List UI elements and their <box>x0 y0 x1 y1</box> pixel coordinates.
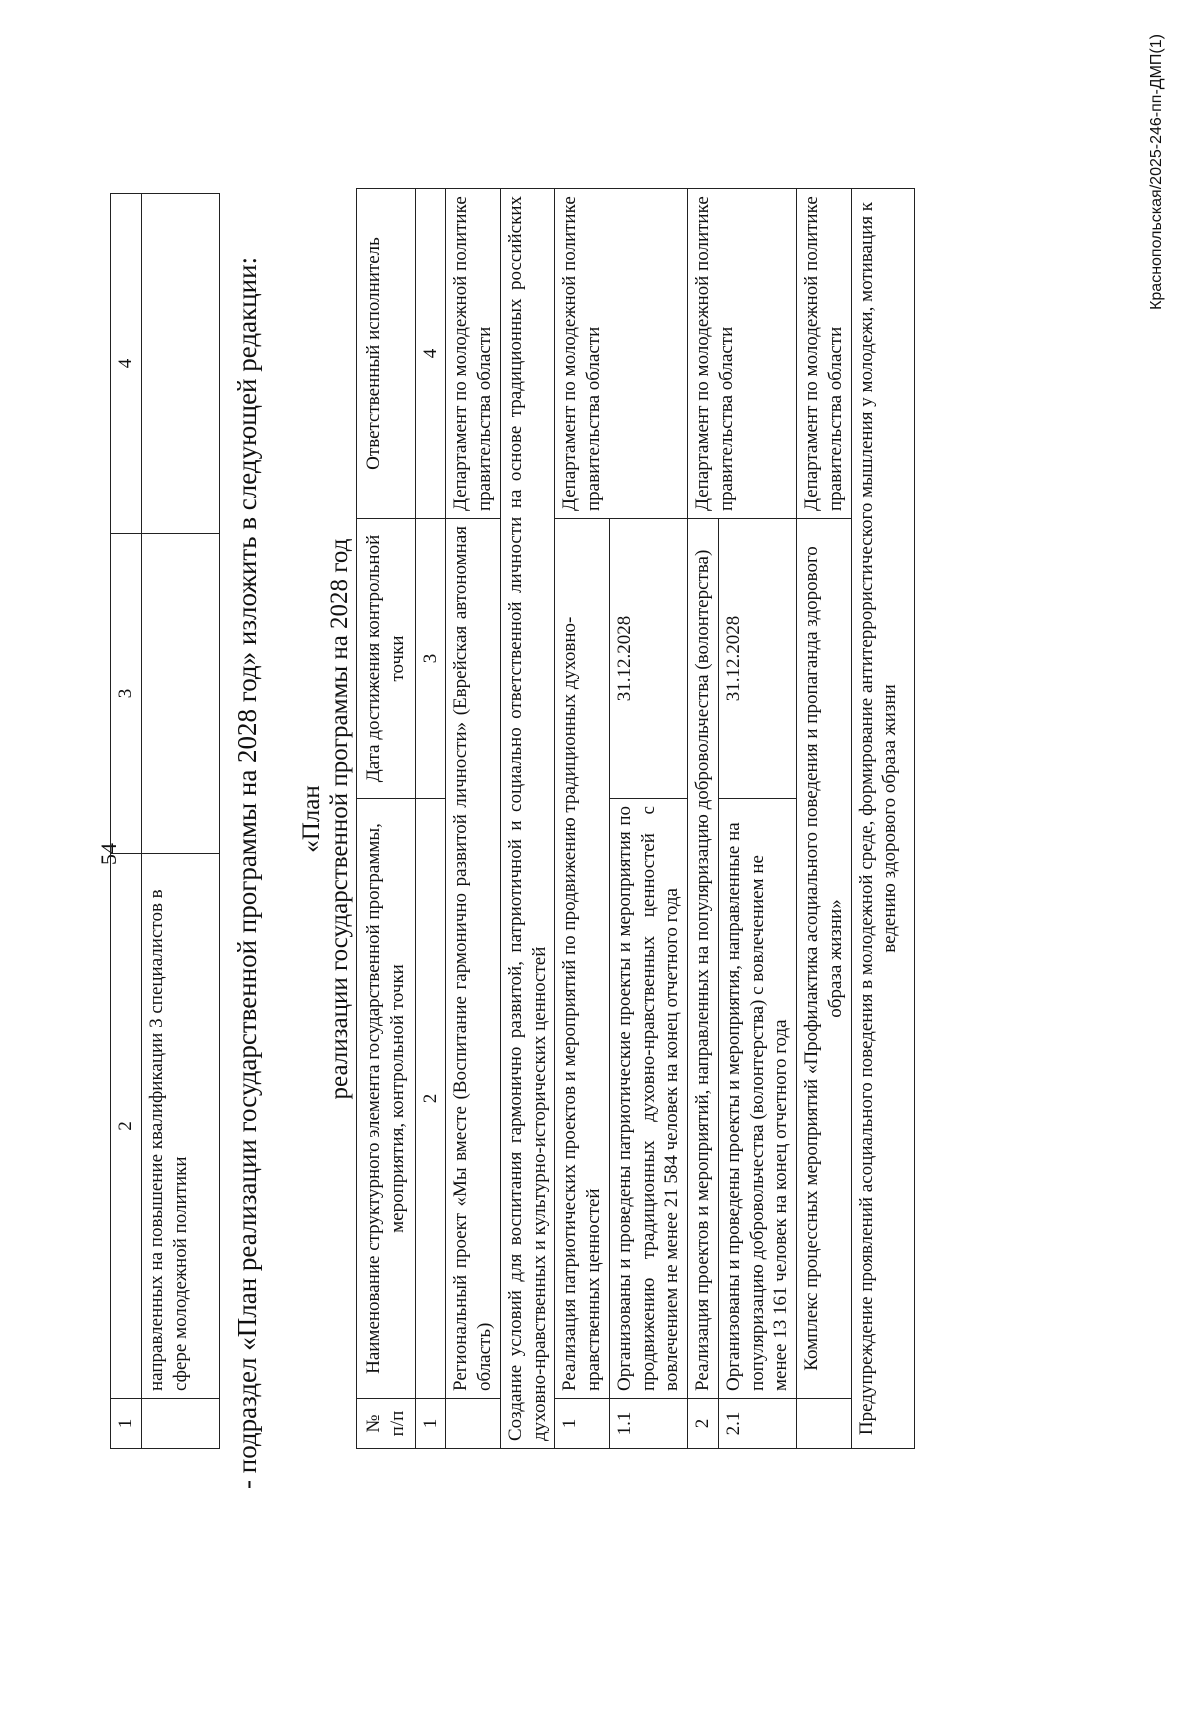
responsible-cell: Департамент по молодежной политике правительства области <box>797 189 852 519</box>
plan-title-line: реализации государственной программы на 2028 год <box>326 538 353 1100</box>
table-row <box>797 189 852 1449</box>
column-number: 1 <box>111 1399 142 1449</box>
page-number: 54 <box>96 843 121 865</box>
column-number: 3 <box>111 534 142 854</box>
control-point-name: Организованы и проведены проекты и мероприятия, направленные на популяризацию добровольчества (волонтерства) с вовлечением не менее 13 161 человек на конец отчетного года <box>718 799 796 1399</box>
goal-text: Предупреждение проявлений асоциального поведения в молодежной среде, формирование антитеррористического мышления у молодежи, мотивация к ведению здорового образа жизни <box>851 189 914 1449</box>
control-point-date: 31.12.2028 <box>609 519 687 799</box>
goal-text: Создание условий для воспитания гармонично развитой, патриотичной и социально ответственной личности на основе традиционных российских духовно-нравственных и культурно-исторических ценностей <box>500 189 555 1449</box>
responsible-cell: Департамент по молодежной политике правительства области <box>555 189 688 519</box>
column-number: 2 <box>111 854 142 1399</box>
row-number: 2 <box>688 1399 719 1449</box>
plan-title-line: «План <box>298 785 325 853</box>
table-row <box>446 189 501 1449</box>
column-number: 3 <box>415 519 446 799</box>
column-number: 4 <box>111 194 142 534</box>
column-number: 4 <box>415 189 446 519</box>
column-number: 2 <box>415 799 446 1399</box>
row-number: 1.1 <box>609 1399 687 1449</box>
empty-cell <box>141 194 219 534</box>
responsible-cell: Департамент по молодежной политике правительства области <box>446 189 501 519</box>
table-row <box>500 189 555 1449</box>
header-date: Дата достижения контрольной точки <box>357 519 416 799</box>
plan-table <box>356 188 915 1449</box>
complex-name: Комплекс процессных мероприятий «Профилактика асоциального поведения и пропаганда здорового образа жизни» <box>797 519 852 1399</box>
empty-cell <box>446 1399 501 1449</box>
column-number: 1 <box>415 1399 446 1449</box>
task-name: Реализация патриотических проектов и мероприятий по продвижению традиционных духовно-нравственных ценностей <box>555 519 610 1399</box>
table-header-row <box>357 189 416 1449</box>
intro-paragraph: - подраздел «План реализации государственной программы на 2028 год» изложить в следующей редакции: <box>232 256 262 1489</box>
header-number-row <box>415 189 446 1449</box>
control-point-date: 31.12.2028 <box>718 519 796 799</box>
table-row <box>851 189 914 1449</box>
row-number: 1 <box>555 1399 610 1449</box>
task-name: Реализация проектов и мероприятий, направленных на популяризацию добровольчества (волонтерства) <box>688 519 719 1399</box>
table-row <box>688 189 719 1449</box>
header-name: Наименование структурного элемента государственной программы, мероприятия, контрольной точки <box>357 799 416 1399</box>
header-responsible: Ответственный исполнитель <box>357 189 416 519</box>
empty-cell <box>141 534 219 854</box>
row-number: 2.1 <box>718 1399 796 1449</box>
responsible-cell: Департамент по молодежной политике правительства области <box>688 189 797 519</box>
plan-title <box>298 189 354 1449</box>
header-num: № п/п <box>357 1399 416 1449</box>
continuation-table <box>110 193 220 1449</box>
control-point-name: Организованы и проведены патриотические проекты и мероприятия по продвижению традиционных духовно-нравственных ценностей с вовлечением не менее 21 584 человек на конец отчетного года <box>609 799 687 1399</box>
document-code: Краснопольская/2025-246-пп-ДМП(1) <box>1148 34 1165 310</box>
empty-cell <box>141 1399 219 1449</box>
table-cell: направленных на повышение квалификации 3 специалистов в сфере молодежной политики <box>141 854 219 1399</box>
empty-cell <box>797 1399 852 1449</box>
table-row <box>555 189 610 1449</box>
project-name: Региональный проект «Мы вместе (Воспитание гармонично развитой личности» (Еврейская автономная область) <box>446 519 501 1399</box>
